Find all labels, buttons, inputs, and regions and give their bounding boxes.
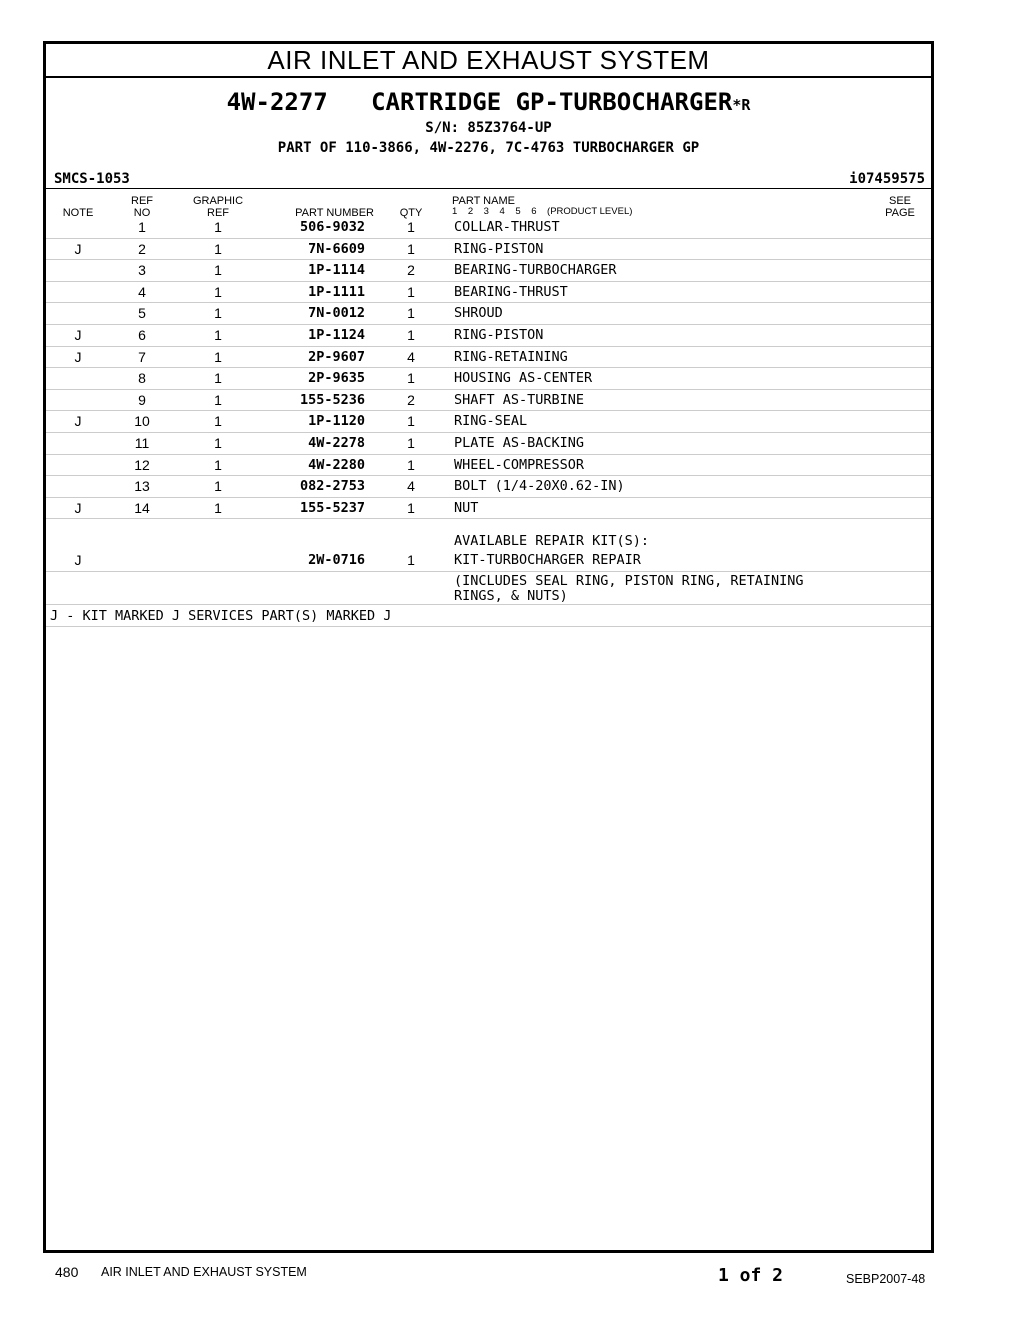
parts-page-frame bbox=[43, 41, 934, 1253]
table-row bbox=[46, 217, 931, 239]
row-graphic-ref: 1 bbox=[214, 413, 222, 430]
kit-part-number: 2W-0716 bbox=[308, 552, 365, 569]
row-ref-no: 13 bbox=[134, 478, 150, 495]
row-part-number: 7N-0012 bbox=[308, 305, 365, 322]
row-part-number: 082-2753 bbox=[299, 478, 365, 495]
row-ref-no: 1 bbox=[138, 219, 146, 235]
row-qty: 1 bbox=[407, 434, 415, 451]
col-ref-no: REF NO bbox=[131, 195, 153, 219]
row-ref-no: 12 bbox=[134, 456, 150, 473]
table-row bbox=[46, 498, 931, 520]
row-graphic-ref: 1 bbox=[214, 370, 222, 387]
row-graphic-ref: 1 bbox=[214, 478, 222, 495]
table-row bbox=[46, 368, 931, 390]
row-ref-no: 5 bbox=[138, 305, 146, 322]
kit-note: J bbox=[74, 552, 82, 569]
row-graphic-ref: 1 bbox=[214, 219, 222, 235]
group-part-number: 4W-2277 bbox=[226, 88, 328, 116]
kit-name: KIT-TURBOCHARGER REPAIR bbox=[454, 552, 641, 569]
row-graphic-ref: 1 bbox=[214, 348, 222, 365]
col-product-level: 1 2 3 4 5 6 (PRODUCT LEVEL) bbox=[452, 206, 633, 217]
row-part-name: PLATE AS-BACKING bbox=[454, 434, 585, 451]
row-part-number: 1P-1120 bbox=[308, 413, 365, 430]
row-qty: 1 bbox=[407, 370, 415, 387]
footer-section: AIR INLET AND EXHAUST SYSTEM bbox=[101, 1265, 307, 1279]
row-graphic-ref: 1 bbox=[214, 305, 222, 322]
row-note: J bbox=[74, 240, 82, 257]
row-part-name: RING-PISTON bbox=[454, 240, 544, 257]
footer-page-of: 1 of 2 bbox=[718, 1265, 784, 1286]
row-part-name: RING-RETAINING bbox=[454, 348, 568, 365]
row-part-number: 1P-1124 bbox=[308, 326, 365, 343]
row-qty: 1 bbox=[407, 499, 415, 516]
kit-description-row bbox=[46, 572, 931, 605]
table-row bbox=[46, 347, 931, 369]
kit-heading: AVAILABLE REPAIR KIT(S): bbox=[454, 533, 650, 550]
row-part-name: NUT bbox=[454, 499, 479, 516]
footer-publication: SEBP2007-48 bbox=[846, 1272, 926, 1286]
row-part-number: 155-5237 bbox=[299, 499, 365, 516]
row-note: J bbox=[74, 499, 82, 516]
row-ref-no: 4 bbox=[138, 283, 146, 300]
row-graphic-ref: 1 bbox=[214, 240, 222, 257]
row-part-number: 2P-9635 bbox=[308, 370, 365, 387]
section-title: AIR INLET AND EXHAUST SYSTEM bbox=[46, 44, 931, 78]
row-qty: 1 bbox=[407, 326, 415, 343]
row-ref-no: 10 bbox=[134, 413, 150, 430]
row-part-name: SHAFT AS-TURBINE bbox=[454, 391, 585, 408]
row-ref-no: 3 bbox=[138, 262, 146, 279]
row-note: J bbox=[74, 326, 82, 343]
col-graphic-ref: GRAPHIC REF bbox=[192, 195, 244, 219]
row-graphic-ref: 1 bbox=[214, 456, 222, 473]
group-name: CARTRIDGE GP-TURBOCHARGER bbox=[371, 88, 733, 116]
row-graphic-ref: 1 bbox=[214, 391, 222, 408]
legend-text: J - KIT MARKED J SERVICES PART(S) MARKED J bbox=[50, 607, 392, 624]
row-qty: 1 bbox=[407, 219, 415, 235]
row-graphic-ref: 1 bbox=[214, 283, 222, 300]
table-row bbox=[46, 476, 931, 498]
legend-row bbox=[46, 605, 931, 627]
parts-list bbox=[46, 217, 931, 627]
row-part-number: 1P-1114 bbox=[308, 262, 365, 279]
row-note: J bbox=[74, 348, 82, 365]
row-part-name: BOLT (1/4-20X0.62-IN) bbox=[454, 478, 625, 495]
table-row bbox=[46, 390, 931, 412]
row-qty: 2 bbox=[407, 391, 415, 408]
table-row bbox=[46, 282, 931, 304]
row-qty: 2 bbox=[407, 262, 415, 279]
part-of-line: PART OF 110-3866, 4W-2276, 7C-4763 TURBOCHARGER GP bbox=[277, 140, 700, 156]
row-qty: 1 bbox=[407, 305, 415, 322]
row-part-number: 4W-2280 bbox=[308, 456, 365, 473]
row-part-number: 4W-2278 bbox=[308, 434, 365, 451]
row-ref-no: 11 bbox=[134, 434, 150, 451]
row-ref-no: 6 bbox=[138, 326, 146, 343]
row-qty: 1 bbox=[407, 413, 415, 430]
row-part-name: COLLAR-THRUST bbox=[454, 219, 560, 235]
row-graphic-ref: 1 bbox=[214, 434, 222, 451]
col-note: NOTE bbox=[62, 207, 94, 219]
row-part-number: 506-9032 bbox=[299, 219, 365, 235]
row-note: J bbox=[74, 413, 82, 430]
row-qty: 1 bbox=[407, 240, 415, 257]
row-part-name: RING-SEAL bbox=[454, 413, 528, 430]
table-row bbox=[46, 260, 931, 282]
row-ref-no: 8 bbox=[138, 370, 146, 387]
row-part-name: BEARING-TURBOCHARGER bbox=[454, 262, 617, 279]
header-rule bbox=[46, 188, 931, 189]
table-row bbox=[46, 455, 931, 477]
group-suffix: *R bbox=[732, 96, 751, 114]
row-ref-no: 9 bbox=[138, 391, 146, 408]
row-part-name: WHEEL-COMPRESSOR bbox=[454, 456, 585, 473]
table-row bbox=[46, 325, 931, 347]
row-qty: 1 bbox=[407, 456, 415, 473]
row-qty: 4 bbox=[407, 478, 415, 495]
footer-page-number: 480 bbox=[55, 1264, 79, 1280]
row-part-number: 7N-6609 bbox=[308, 240, 365, 257]
table-row bbox=[46, 239, 931, 261]
col-qty: QTY bbox=[399, 207, 423, 219]
row-graphic-ref: 1 bbox=[214, 499, 222, 516]
kit-qty: 1 bbox=[407, 552, 415, 569]
col-see-page: SEE PAGE bbox=[885, 195, 915, 219]
kit-row bbox=[46, 550, 931, 572]
row-part-name: RING-PISTON bbox=[454, 326, 544, 343]
col-part-name: PART NAME bbox=[452, 195, 515, 207]
row-part-number: 1P-1111 bbox=[308, 283, 365, 300]
row-part-number: 155-5236 bbox=[299, 391, 365, 408]
row-part-name: BEARING-THRUST bbox=[454, 283, 568, 300]
row-qty: 4 bbox=[407, 348, 415, 365]
group-title bbox=[46, 88, 931, 119]
row-part-number: 2P-9607 bbox=[308, 348, 365, 365]
kit-heading-row bbox=[46, 519, 931, 550]
row-ref-no: 14 bbox=[134, 499, 150, 516]
row-part-name: HOUSING AS-CENTER bbox=[454, 370, 593, 387]
row-graphic-ref: 1 bbox=[214, 326, 222, 343]
table-row bbox=[46, 433, 931, 455]
col-part-number: PART NUMBER bbox=[295, 207, 374, 219]
row-part-name: SHROUD bbox=[454, 305, 503, 322]
row-ref-no: 7 bbox=[138, 348, 146, 365]
illustration-id: i07459575 bbox=[849, 171, 925, 187]
serial-number: S/N: 85Z3764-UP bbox=[425, 120, 552, 136]
table-row bbox=[46, 303, 931, 325]
table-row bbox=[46, 411, 931, 433]
row-ref-no: 2 bbox=[138, 240, 146, 257]
smcs-code: SMCS-1053 bbox=[54, 171, 130, 187]
kit-description: (INCLUDES SEAL RING, PISTON RING, RETAINING RINGS, & NUTS) bbox=[454, 572, 804, 604]
row-graphic-ref: 1 bbox=[214, 262, 222, 279]
row-qty: 1 bbox=[407, 283, 415, 300]
